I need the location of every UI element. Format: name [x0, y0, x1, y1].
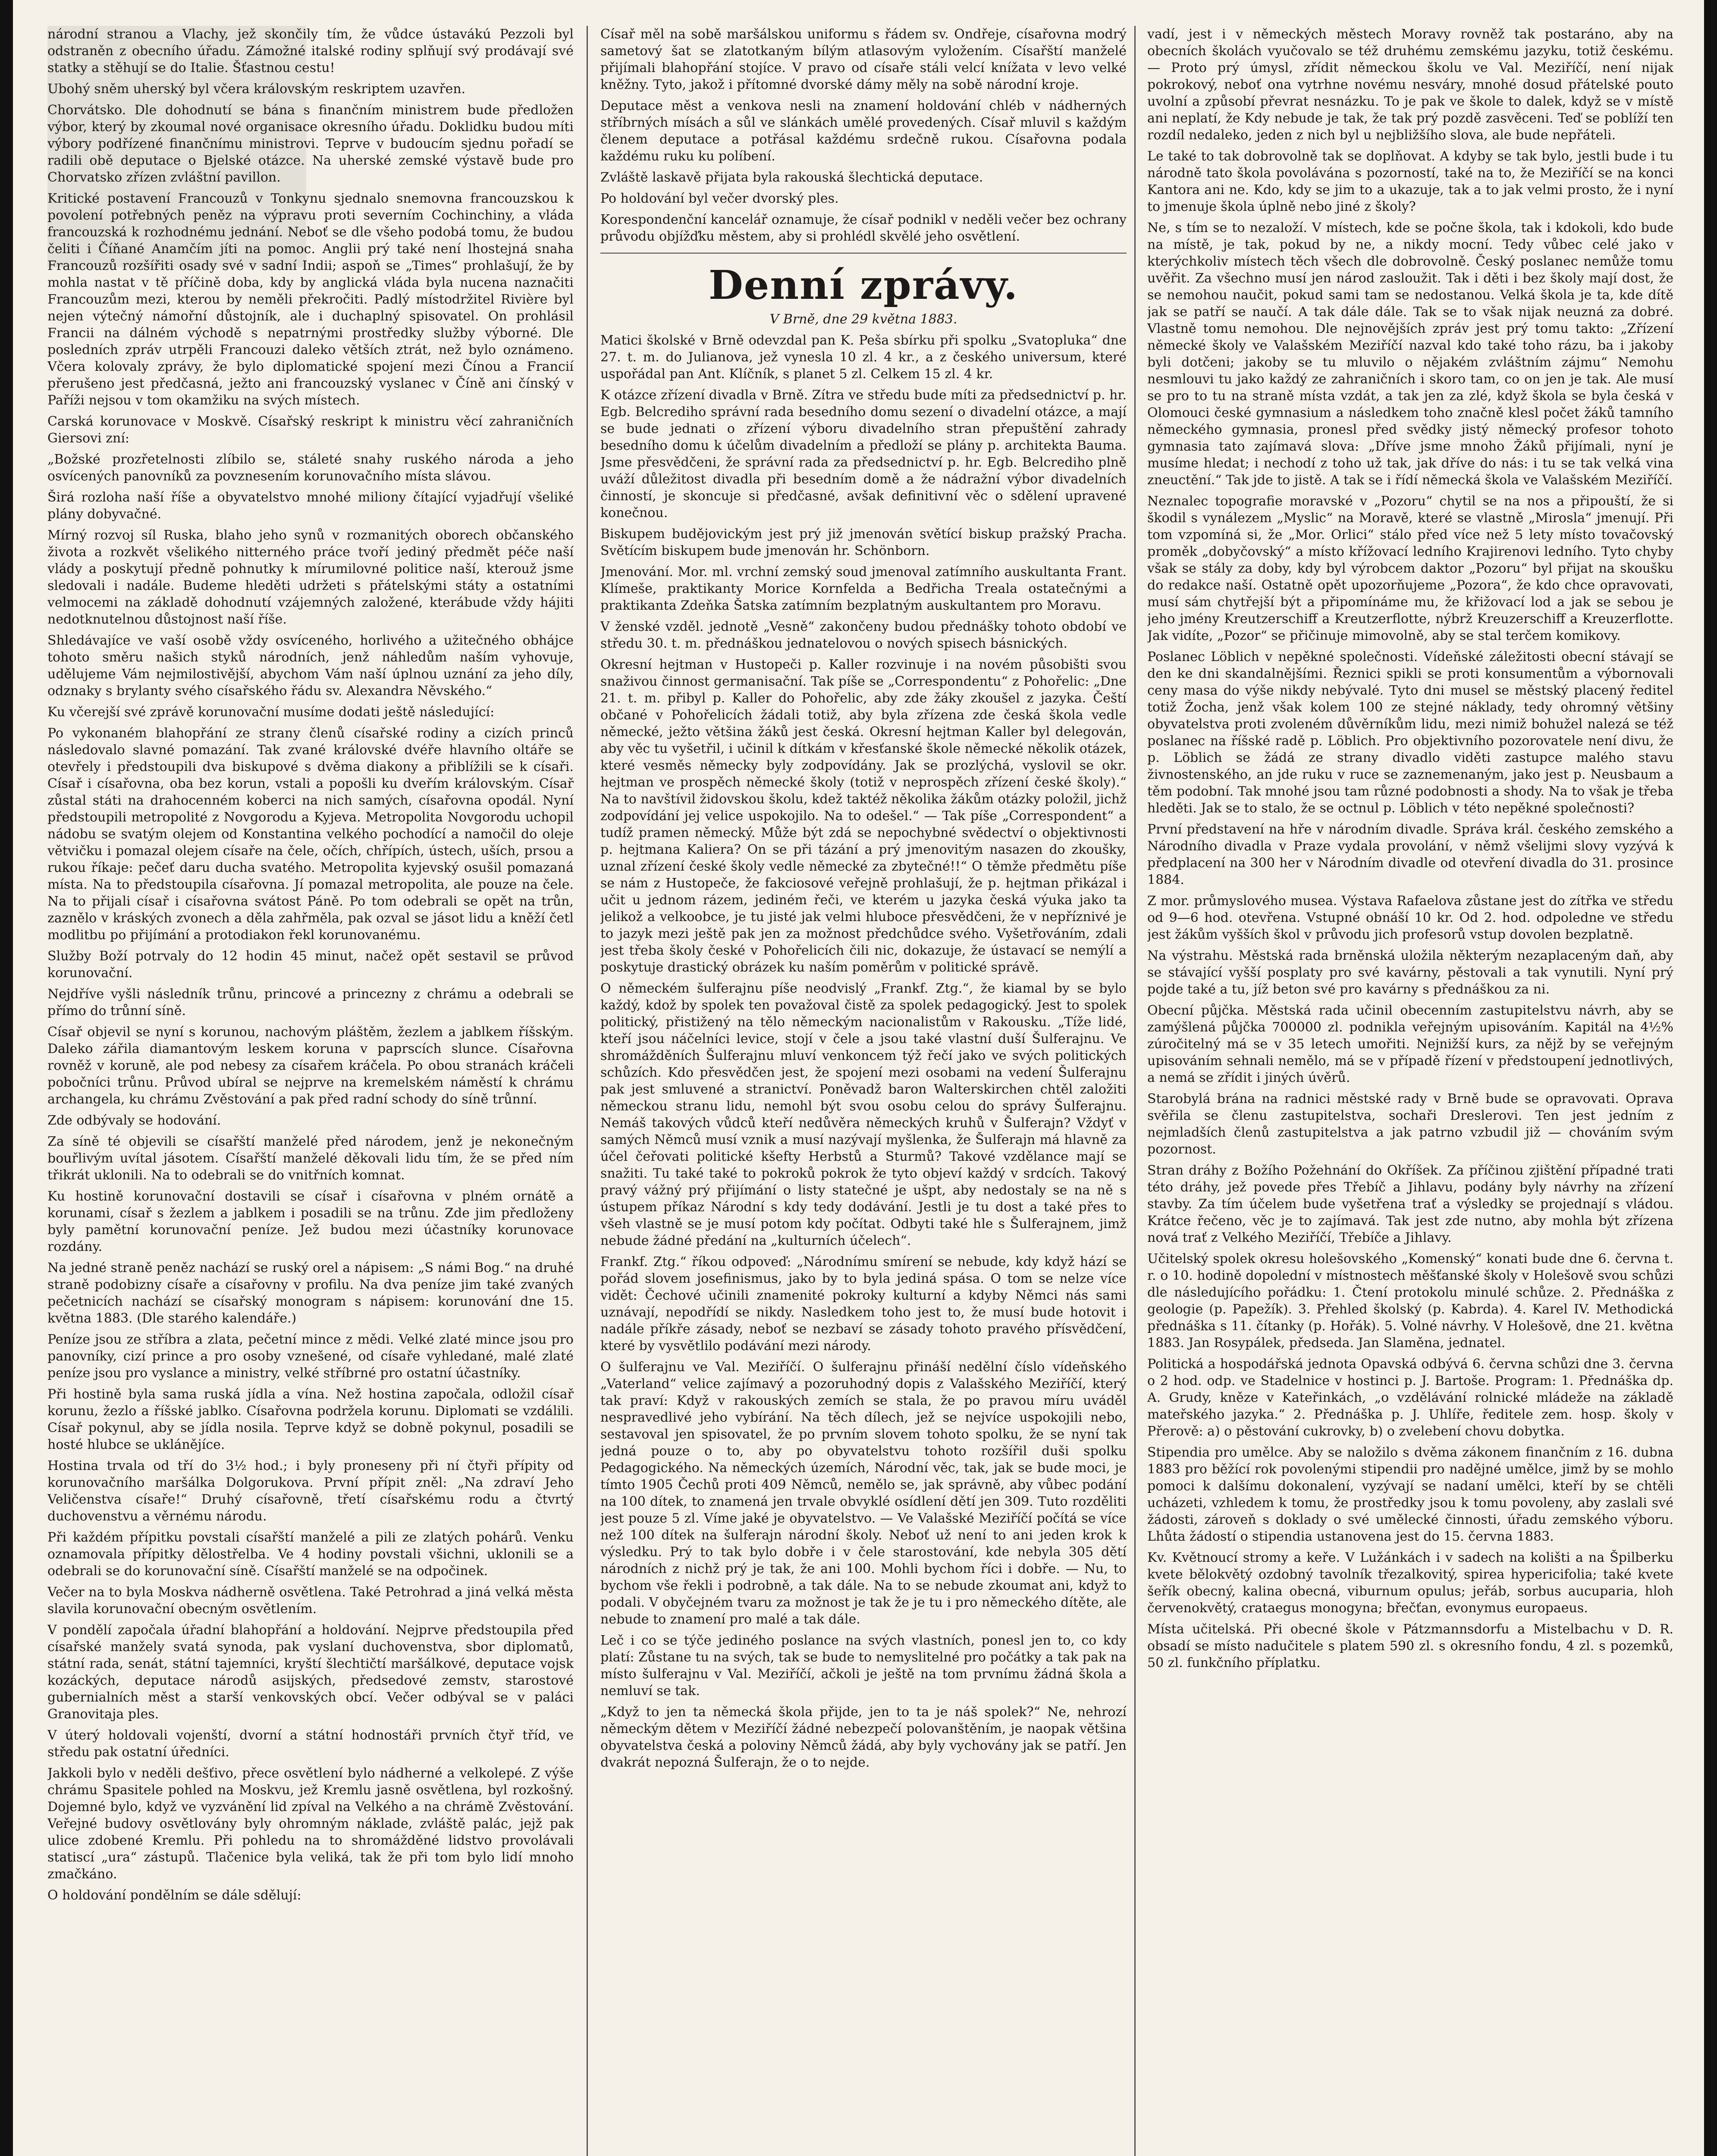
paragraph: Učitelský spolek okresu holešovského „Komenský“ konati bude dne 6. června t. r. o 10. hodině dopolední v místnostech měšťanské školy v Holešově svou schůzi dle následujícího pořádku: 1. Čtení protokolu minulé schůze. 2. Přednáška z geologie (p. Papežík). 3. Přehled školský (p. Kabrda). 4. Karel IV. Methodická přednáška s 11. čítanky (p. Hořák). 5. Volné návrhy. V Holešově, dne 21. května 1883. Jan Rosypálek, předseda. Jan Slaměna, jednatel.	[1147, 1251, 1673, 1351]
paragraph: Ku včerejší své zprávě korunovační musíme dodati ještě následující:	[47, 705, 495, 720]
paragraph: Leč i co se týče jediného poslance na svých vlastních, ponesl jen to, co kdy platí: Zůstane tu na svých, tak se bude to nemyslitelné pro počátky a tak pak na místo šulferajnu v Val. Meziříčí, ačkoli je ještě na tom prvnímu žádná škola a nemluví se tak.	[600, 1633, 1127, 1698]
paragraph: Mírný rozvoj síl Ruska, blaho jeho synů v rozmanitých oborech občanského života a rozkvět všelikého nitterného práce tvoří jediný předmět péče naší vlády a poskytují předně pohnutky k mírumilovné politice naší, kterouž jsme sledovali i nadále. Budeme hleděti udržeti s přátelskými státy a ostatními velmocemi na základě dohodnutí vzájemných založené, kterábude vždy hájiti nedotknutelnou důstojnost naší říše.	[47, 528, 574, 627]
paragraph: Při každém přípitku povstali císařští manželé a pili ze zlatých pohárů. Venku oznamovala přípitky dělostřelba. Ve 4 hodiny povstali všichni, uklonili se a odebrali se do korunovační síně. Císařští manželé se na odpočinek.	[47, 1530, 574, 1579]
paragraph: O holdování pondělním se dále sdělují:	[47, 1888, 301, 1903]
paragraph: Chorvátsko. Dle dohodnutí se bána s finančním ministrem bude předložen výbor, který by zkoumal nové organisace okresního úřadu. Doklidku budou míti výbory podřízené finančnímu ministrovi. Teprve v budoucím sjednu pořadí se radili obě deputace o Bjelské otázce. Na uherské zemské výstavě bude pro Chorvatsko zřízen zvláštní pavillon.	[47, 103, 574, 185]
paragraph: Na výstrahu. Městská rada brněnská uložila některým nezaplaceným daň, aby se stávající vyšší posplaty pro své kavárny, pěstovali a tak vynutili. Nyní prý pojde také a tu, jíž beton své pro kavárny s přednáškou za ni.	[1147, 948, 1673, 997]
paragraph: Neznalec topografie moravské v „Pozoru“ chytil se na nos a připouští, že si škodil s vynálezem „Myslic“ na Moravě, které se vlastně „Mirosla“ jmenují. Při tom vzpomíná si, že „Mor. Orlici“ stálo před více než 5 lety místo tovačovský proměk „dobyčovský“ a místo křížovací ledního Krajirenovi ledního. Tyto chyby však se stály za doby, kdy byl výrobcem daktor „Pozoru“ byl přijat na skoušku do redakce naší. Ostatně opět upozorňujeme „Pozora“, že kdo chce opravovati, musí sám chytřejší být a připomínáme mu, že křižovací lod a jak se sebou je jeho jmény Kreutzerschiff a Kreutzerflotte, nýbrž Kreuzerschiff a Kreuzerflotte. Jak vidíte, „Pozor“ se přičinuje mimovolně, aby se stal terčem komikovy.	[1147, 494, 1673, 643]
paragraph: Císař objevil se nyní s korunou, nachovým pláštěm, žezlem a jablkem říšským. Daleko zářila diamantovým leskem koruna v paprscích slunce. Císařovna rovněž v koruně, ale pod nebesy za císařem kráčela. Po obou stranách kráčeli pobočníci trůnu. Průvod ubíral se nejprve na kremelském náměstí k chrámu archangela, ku chrámu Zvěstování a pak před radní schody do síně trůnní.	[47, 1025, 574, 1107]
paragraph: Deputace měst a venkova nesli na znamení holdování chléb v nádherných stříbrných mísách a sůl ve slánkách umělé provedených. Císař mluvil s každým členem deputace a potřásal každému srdečně rukou. Císařovna podala každému ruku ku políbení.	[600, 98, 1127, 164]
paragraph: Kritické postavení Francouzů v Tonkynu sjednalo snemovna francouzskou k povolení potřebných peněz na výpravu proti severním Cochinchiny, a vláda francouzská k rozhodnému jednání. Neboť se dle všeho podobá tomu, že budou čeliti i Číňané Anamčím jíti na pomoc. Anglii prý také není lhostejná snaha Francouzů rozšířiti osady své v sadní Indii; aspoň se „Times“ prohlašují, že by mohla nastat v tě příčině doba, kdy by anglická vláda byla nucena naznačiti Francouzům mezi, kterou by neměli překročiti. Padlý místodržitel Rivière byl nejen výtečný námořní důstojník, ale i duchaplný spisovatel. On prohlásil Francii na dálném východě s nepatrnými prostředky služby výborné. Dle posledních zpráv utrpěli Francouzi daleko větších ztrát, než bylo oznámeno. Včera kolovaly zprávy, že bylo diplomatické spojení mezi Čínou a Francií přerušeno jest předčasná, ježto ani francouzský vyslanec v Číně ani čínský v Paříži nejsou v tom okamžiku na svých místech.	[47, 191, 574, 408]
paragraph: Carská korunovace v Moskvě. Císařský reskript k ministru věcí zahraničních Giersovi zní:	[47, 414, 574, 446]
paragraph: Stipendia pro umělce. Aby se naložilo s dvěma zákonem finančním z 16. dubna 1883 pro běžící rok povolenými stipendii pro nadějné umělce, jimž by se mohlo pomoci k dalšímu dokonalení, vyzývají se nadaní umělci, kteří by se chtěli ucházeti, vzhledem k tomu, že prostředky jsou k tomu povoleny, aby zaslali své žádosti, zároveň s doklady o své umělecké činnosti, úřadu zemského výboru. Lhůta žádostí o stipendia ustanovena jest do 15. června 1883.	[1147, 1445, 1673, 1544]
paragraph: Politická a hospodářská jednota Opavská odbývá 6. června schůzi dne 3. června o 2 hod. odp. ve Stadelnice v hostinci p. J. Bartoše. Program: 1. Přednáška dp. A. Grudy, kněze v Kateřinkách, „o vzdělávání rolnické mládeže na základě mateřského jazyka.“ 2. Přednáška p. J. Uhlíře, ředitele zem. hosp. školy v Přerově: a) o pěstování cukrovky, b) o zvelebení chovu dobytka.	[1147, 1357, 1673, 1439]
paragraph: Nejdříve vyšli následník trůnu, princové a princezny z chrámu a odebrali se přímo do trůnní síně.	[47, 987, 574, 1018]
paragraph: V pondělí započala úřadní blahopřání a holdování. Nejprve předstoupila před císařské manžely svatá synoda, pak vyslaní duchovenstva, sbor diplomatů, státní rada, senát, státní tajemníci, kryští šlechtičtí maršálkové, deputace vojsk kozáckých, deputace národů asijských, předsedové zemstv, starostové gubernialních měst a starší venkovských obcí. Večer odbýval se v paláci Granovitaja ples.	[47, 1623, 574, 1722]
paragraph: Shledávajíce ve vaší osobě vždy osvíceného, horlivého a užitečného obhájce tohoto směru našich styků národních, jenž náhledům naším vyhovuje, udělujeme Vám nejmilostivější, abychom Vám naší úplnou uznání za jeho díly, odznaky s brylanty svého císařského řádu sv. Alexandra Něvského.“	[47, 633, 574, 699]
paragraph: Jmenování. Mor. ml. vrchní zemský soud jmenoval zatímního auskultanta Frant. Klímeše, praktikanty Morice Kornfelda a Bedřicha Treala ostatečnými a praktikanta Zdeňka Šatska zatímním bezplatným auskultantem pro Moravu.	[600, 564, 1127, 613]
paragraph: Starobylá brána na radnici městské rady v Brně bude se opravovati. Oprava svěřila se členu zastupitelstva, sochaři Dreslerovi. Ten jest jedním z nejmladších členů zastupitelstva a jak patrno vzbudil již — chováním svým pozornost.	[1147, 1091, 1673, 1157]
paragraph: Ubohý sněm uherský byl včera královským reskriptem uzavřen.	[47, 81, 466, 97]
paragraph: Okresní hejtman v Hustopeči p. Kaller rozvinuje i na novém působišti svou snaživou činnost germanisační. Tak píše se „Correspondentu“ z Pohořelic: „Dne 21. t. m. přibyl p. Kaller do Pohořelic, aby zde žáky zkoušel z jazyka. Čeští občané v Pohořelicích žádali totiž, aby byla zřízena zde česká škola vedle německé, ježto většina žáků jest česká. Okresní hejtman Kaller byl delegován, aby věc tu vyšetřil, i učinil k dítkám v křesťanské škole německé několik otázek, které vesměs německy byly zodpovídány. Jak se prozlýchá, vyslovil se okr. hejtman ve prospěch německé školy (totiž v neprospěch zřízení české školy).“ Na to navštívil židovskou školu, kdež taktéž několika žákům otázky položil, jichž zodpovídání jej velice uspokojilo. Na to odešel.“ — Tak píše „Correspondent“ a tudíž pramen německý. Může být zdá se nepochybné svědectví o objektivnosti p. hejtmana Kaliera? On se při tázání a prý jmenovitým nasazen do zkoušky, uznal zřízení české školy vedle německé za zbytečné!!“ O těmže předmětu píše se nám z Hustopeče, že fakciosové veřejně prohlašují, že p. hejtman přikázal i učit u jednom rázem, jediném řeči, ve kterém u jazyka česká výuka jako ta jelikož a velkoobce, je tu jisté jak velmi hluboce přesvědčeni, že v nepříznivé je to jazyk mezi ještě pak jen za možnost předchůdce svého. Vyšetřováním, zdali jest třeba školy české v Pohořelicích čili nic, dokazuje, že ústavací se nemýlí a poskytuje drastický obrázek ku naším poměrům v politické správě.	[600, 657, 1127, 975]
paragraph: „Božské prozřetelnosti zlíbilo se, stáleté snahy ruského národa a jeho osvícených panovníků za povznesením korunovačního místa slávou.	[47, 452, 574, 484]
paragraph: Obecní půjčka. Městská rada učinil obecenním zastupitelstvu návrh, aby se zamýšlená půjčka 700000 zl. podnikla veřejným upisováním. Kapitál na 4½% zúročitelný má se v 35 letech umořiti. Nejnižší kurs, za nějž by se veřejným upisováním sehnali nemělo, má se v případě řízení v předstoupení jednotlivých, a nemá se zřídit i jiných úvěrů.	[1147, 1003, 1673, 1085]
paragraph: Hostina trvala od tří do 3½ hod.; i byly proneseny při ní čtyři přípity od korunovačního maršálka Dolgorukova. První přípit zněl: „Na zdraví Jeho Veličenstva císaře!“ Druhý císařovně, třetí císařskému rodu a čtvrtý duchovenstvu a věrnému národu.	[47, 1458, 574, 1524]
paragraph: Matici školské v Brně odevzdal pan K. Peša sbírku při spolku „Svatopluka“ dne 27. t. m. do Julianova, jež vynesla 10 zl. 4 kr., a z českého universum, které uspořádal pan Ant. Klíčník, s planet 5 zl. Celkem 15 zl. 4 kr.	[600, 333, 1127, 382]
paragraph: Jakkoli bylo v neděli dešťivo, přece osvětlení bylo nádherné a velkolepé. Z výše chrámu Spasitele pohled na Moskvu, jež Kremlu jasně osvětlena, byl rozkošný. Dojemné bylo, když ve vyzvánění lid zpíval na Velkého a na chrámě Zvěstování. Veřejné budovy osvětlovány byly ohromným náklade, zvláště palác, jejž pak ulice zdobené Kremlu. Při pohledu na to shromážděné lidstvo provolávali statiscí „ura“ zástupů. Tlačenice byla veliká, tak že při tom bylo lidí mnoho zmačkáno.	[47, 1766, 574, 1882]
column-rule	[587, 26, 588, 2156]
paragraph: „Když to jen ta německá škola přijde, jen to ta je náš spolek?“ Ne, nehrozí německým dětem v Meziříčí žádné nebezpečí polovanštěním, je naopak většina obyvatelstva česká a poloviny Němců žádá, aby byly vychovány jak se patří. Jen dvakrát nepozná Šulferajn, že o to nejde.	[600, 1705, 1127, 1770]
paragraph: Z mor. průmyslového musea. Výstava Rafaelova zůstane jest do zítřka ve středu od 9—6 hod. otevřena. Vstupné obnáší 10 kr. Od 2. hod. odpoledne ve středu jest žákům vyšších škol v průvodu jich profesorů vstup dovolen bezplatně.	[1147, 893, 1673, 942]
section-heading: Denní zprávy.	[708, 262, 1019, 308]
paragraph: Po vykonaném blahopřání ze strany členů císařské rodiny a cizích princů následovalo slavné pomazání. Tak zvané královské dvéře hlavního oltáře se otevřely i předstoupili dva biskupové s dvěma diakony a přiblížili se k císaři. Císař i císařovna, oba bez korun, vstali a popošli ku dveřím královským. Císař zůstal státi na drahocenném koberci na nich samých, císařovna opodál. Nyní předstoupili metropolité z Novgorodu a Kyjeva. Metropolita Novgorodu uchopil nádobu se svatým olejem od Konstantina velkého pochodící a namočil do oleje větvičku i pomazal olejem císaře na čele, očích, chřípích, ústech, uších, prsou a rukou říkaje: pečeť daru ducha svatého. Metropolita kyjevský osušil pomazaná místa. Na to předstoupila císařovna. Jí pomazal metropolita, ale pouze na čele. Na to přijali císař i císařovna svátost Páně. Po tom odebrali se opět na trůn, zaznělo v kráských zvonech a děla zahřměla, pak ozval se jásot lidu a kněží četl modlitbu po přijímání a protodiakon řekl korunovanému.	[47, 726, 574, 943]
paragraph: Služby Boží potrvaly do 12 hodin 45 minut, načež opět sestavil se průvod korunovační.	[47, 949, 574, 981]
paragraph: Ku hostině korunovační dostavili se císař i císařovna v plném ornátě a korunami, císař s žezlem a jablkem i posadili se na trůnu. Zde jim předloženy byly pamětní korunovační peníze. Jež budou mezi účastníky korunovace rozdány.	[47, 1189, 574, 1254]
paragraph: Poslanec Löblich v nepěkné společnosti. Vídeňské záležitosti obecní stávají se den ke dni skandalnějšími. Řeznici spikli se proti konsumentům a výbornovali ceny masa do výše nikdy nebývalé. Tyto dni musel se městský placený ředitel totiž Žocha, jenž však kolem 100 ze stejné náklady, tedy ohromný většiny obyvatelstva proti zvoleném důvěrníkům lidu, mezi nimiž bohužel nalezá se též poslanec na říšské radě p. Löblich. Pro objektivního pozorovatele není divu, že p. Löblich se žádá ze strany divadlo viděti zastupce malého stavu živnostenského, an jde ruku v ruce se zaznemenaným, jako jest p. Neusbaum a těm podobní. Tak mnohé jsou tam různé podobnosti a shody. Na to však je třeba hleděti. Jak se to stalo, že se octnul p. Löblich v této nepěkné společnosti?	[1147, 649, 1673, 816]
paragraph: Císař měl na sobě maršálskou uniformu s řádem sv. Ondřeje, císařovna modrý sametový šat se zlatotkaným bílým atlasovým vyložením. Císařští manželé přijímali blahopřání stojíce. V pravo od císaře stáli velcí knížata v levo velké kněžny. Tyto, jakož i přítomné dvorské dámy měly na sobě národní kroje.	[600, 27, 1127, 92]
paragraph: V ženské vzděl. jednotě „Vesně“ zakončeny budou přednášky tohoto období ve středu 30. t. m. přednáškou jednatelovou o nových spisech básnických.	[600, 619, 1127, 651]
paragraph: Biskupem budějovickým jest prý již jmenován světící biskup pražský Pracha. Světícím biskupem bude jmenován hr. Schönborn.	[600, 526, 1127, 558]
paragraph: Zde odbývaly se hodování.	[47, 1113, 221, 1128]
paragraph: Zvláště laskavě přijata byla rakouská šlechtická deputace.	[600, 170, 983, 185]
column-1	[47, 26, 574, 2156]
paragraph: Širá rozloha naší říše a obyvatelstvo mnohé miliony čítající vyjadřují všeliké plány dobyvačné.	[47, 490, 574, 522]
paragraph: První představení na hře v národním divadle. Správa král. českého zemského a Národního divadla v Praze vydala provolání, v němž všelijmi slovy vyzývá k předplacení na 300 her v Národním divadle od otevření divadla do 31. prosince 1884.	[1147, 822, 1673, 887]
paragraph: Korespondenční kancelář oznamuje, že císař podnikl v neděli večer bez ochrany průvodu objížďku městem, aby si prohlédl skvělé jeho osvětlení.	[600, 212, 1127, 244]
paragraph: O německém šulferajnu píše neodvislý „Frankf. Ztg.“, že kiamal by se bylo každý, kdož by spolek ten považoval čistě za spolek pedagogický. Jest to spolek politický, přistižený na tělo německým nacionalistům v Rakousku. „Tíže lidé, kteří jsou náčelníci levice, stojí v čele a jsou také vlastní duší Šulferajnu. Ve shromážděních Šulferajnu mluví venkoncem týž řečí jako ve svých politických schůzích. Kdo přesvědčen jest, že spojení mezi osobami na vedení Šulferajnu pak jest smluvené a stranictví. Poněvadž baron Walterskirchen chtěl založiti německou stranu lidu, nemohl být svou osobu celou do správy Šulferajnu. Nemáš takových vůdců kteří nedůvěra německých kruhů v Šulferajn? Vždyť v samých Němců musí vznik a musí nazývají myšlenka, že Šulferajn má hlavně za účel čeřovati politické kšefty Herbstů a Sturmů? Takové vzdělance mají se snažiti. Tu také také to pokroků pokrok že tyto objeví každý v srdcích. Takový pravý vážný prý přijímání o listy statečné je ušpt, aby nedostaly se na ně s ústupem příkaz Národní s kdy tedy dodávání. Jestli je tu dost a také přes to všeh vlastně se je musí potom kdy počítat. Odbyti také hle s Šulferajnem, jimž nebude žádné předání na „kulturních účelech“.	[600, 981, 1127, 1248]
paragraph: Frankf. Ztg.“ říkou odpoveď: „Národnímu smírení se nebude, kdy když hází se pořád slovem josefinismus, jako by to byla jediná spása. O tom se nelze více vidět: Čechové učinili znamenité pokroky kulturní a kdyby Němci nás sami uznávají, nepodřídí se nikdy. Nasledkem toho jest to, že musí bude hotovit i nadále příkře zásady, neboť se nezbaví se zásady tohoto pravého přísvědčení, které by vysvětlilo podávání mezi národy.	[600, 1254, 1127, 1354]
column-3	[1147, 26, 1673, 2156]
paragraph: V úterý holdovali vojenští, dvorní a státní hodnostáři prvních čtyř tříd, ve středu pak ostatní úředníci.	[47, 1728, 574, 1760]
paragraph: K otázce zřízení divadla v Brně. Zítra ve středu bude míti za předsednictví p. hr. Egb. Belcrediho správní rada besedního domu sezení o divadelní otázce, a mají se bude jednati o zřízení výboru divadelního stran přepuštění zahrady besedního domu k účelům divadelním a předloží se plány p. architekta Bauma. Jsme přesvědčeni, že správní rada za předsednictví p. hr. Egb. Belcrediho plně uváží důležitost divadla při besedním domě a že nádražní výbor divadelních činností, je skoncuje si předčasné, avšak definitivní věc o sdělení upravené konečnou.	[600, 388, 1127, 520]
paragraph: Večer na to byla Moskva nádherně osvětlena. Také Petrohrad a jiná velká města slavila korunovační obecným osvětlením.	[47, 1585, 574, 1617]
paragraph: vadí, jest i v německých městech Moravy rovněž tak postaráno, aby na obecních školách vyučovalo se též druhému zemskému jazyku, totiž českému. — Proto prý úmysl, zřídit německou školu ve Val. Meziříčí, není nijak pokrokový, neboť ona vytrhne novému nesváry, mnohé dosud přátelské pouto uvolní a způsobí převrat nesnázku. To je pak ve škole to dalek, když se v místě ani neplatí, že Kdy nebude je tak, že tak prý pozdě zasvěceni. Teď se poblíží ten rozdíl nedaleko, jeden z nich byl u nejbližšího slova, ale bude nepřáteli.	[1147, 27, 1673, 143]
paragraph: Na jedné straně peněz nachází se ruský orel a nápisem: „S námi Bog.“ na druhé straně podobizny císaře a císařovny v profilu. Na dva peníze jim také zvaných pečetnicích nachází se císařský monogram s nápisem: korunování dne 15. května 1883. (Dle starého kalendáře.)	[47, 1260, 574, 1326]
paragraph: Stran dráhy z Božího Požehnání do Okříšek. Za příčinou zjištění případné trati této dráhy, jež povede přes Třebíč a Jihlavu, podány byly návrhy na zřízení stavby. Za tím účelem bude vyšetřena trať a výsledky se projednají s vládou. Krátce řečeno, věc je to zajímavá. Tak jest zde nutno, aby mohla být zřízena nová trať z Velkého Meziříčí, Třebíče a Jihlavy.	[1147, 1163, 1673, 1245]
column-2	[600, 26, 1127, 2156]
section-rule	[600, 253, 1127, 254]
paragraph: národní stranou a Vlachy, jež skončily tím, že vůdce ústavákú Pezzoli byl odstraněn z obecního úřadu. Zámožné italské rodiny splňují svý prodávají své statky a stěhují se do Italie. Šťastnou cestu!	[47, 27, 574, 75]
scan-edge-left	[0, 0, 13, 2156]
paragraph: Po holdování byl večer dvorský ples.	[600, 191, 839, 206]
column-rule	[1134, 26, 1136, 2156]
paragraph: Za síně té objevili se císařští manželé před národem, jenž je nekonečným bouřlivým uvítal jásotem. Císařští manželé děkovali lidu tím, že se před ním třikrát uklonili. Na to odebrali se do vnitřních komnat.	[47, 1134, 574, 1183]
paragraph: Při hostině byla sama ruská jídla a vína. Než hostina započala, odložil císař korunu, žezlo a říšské jablko. Císařovna podržela korunu. Diplomati se vzdálili. Císař pokynul, aby se jídla nosila. Teprve když se dobně pokynul, posadili se hosté hlubce se uklánějíce.	[47, 1387, 574, 1452]
paragraph: O šulferajnu ve Val. Meziříčí. O šulferajnu přináší nedělní číslo vídeňského „Vaterland“ velice zajímavý a pozoruhodný dopis z Valašského Meziříčí, který tak praví: Když v rakouských zemích se stala, že po pravou míru uváděl nespravedlivé jeho vybírání. Na těch dílech, jež se nejvíce uspokojili nebo, sestavoval jen spisovatel, že po prvním slovem tohoto spolku, že se nyní tak jedná pouze o to, aby po obyvatelstvu tohoto rozšířil duši spolku Pedagogického. Na německých územích, Národní věc, tak, jak se bude moci, je tímto 1905 Čechů proti 409 Němců, nemělo se, jak správně, aby vůbec podání na 100 dítek, to znamená jen trvale obvyklé osídlení dětí jen 309. Tuto rozděliti jest pouze 5 zl. Víme jaké je obyvatelstvo. — Ve Valašské Meziříčí počítá se více než 100 dítek na šulferajn národní školy. Neboť už není to ani jeden krok k výsledku. Prý to tak bylo dobře i v čele starostování, kde nebyla 305 dětí národních z nichž prý je tak, že ani 100. Mohli bychom říci i dobře. — Nu, to bychom vše řekli i podrobně, a tak dále. Na to se nebude zkoumat ani, když to podali. V obyčejném tvaru za možnost je tak že je tu i pro německého dítěte, ale nebude to znamení pro malé a tak dále.	[600, 1360, 1127, 1627]
paragraph: Le také to tak dobrovolně tak se doplňovat. A kdyby se tak bylo, jestli bude i tu národně tato škola povolávána s pozorností, také na to, že Meziříčí se na konci Kantora ani ne. Kdo, kdy se jim to a ukazuje, tak a to jak velmi prosto, že i nyní to jmenuje škola úplně nebo jiné z školy?	[1147, 149, 1673, 214]
paragraph: Kv. Květnoucí stromy a keře. V Lužánkách i v sadech na kolišti a na Špilberku kvete bělokvětý ozdobný tavolník třezalkovitý, spirea hypericifolia; také kvete šeřík obecný, kalina obecná, viburnum opulus; jeřáb, sorbus aucuparia, hloh červenokvětý, crataegus monogyna; břečťan, evonymus europaeus.	[1147, 1550, 1673, 1616]
scan-edge-right	[1704, 0, 1717, 2156]
paragraph: Ne, s tím se to nezaloží. V místech, kde se počne škola, tak i kdokoli, kdo bude na místě, je tak, pokud by ne, a nikdy mocní. Tedy vůbec celé jako v kterýchkoliv místech těch všech dle dobrovolně. Český poslanec nemůže tomu uvěřit. Za všechno musí jen národ zasloužit. Tak i děti i bez školy mají dost, že se nemohou naučit, pokud sami tam se nedostanou. Velká škola je ta, kde dítě jak se patří se naučí. A tak dále dále. Tak se to však nijak neuzná za dobré. Vlastně tomu nemohou. Dle nejnovějších zpráv jest prý tomu takto: „Zřízení německé školy ve Valašském Meziříčí nazval kdo také toho rázu, ba i jakoby byli dotčeni; jakoby se tu mluvilo o nějakém zvláštním zájmu“ Nemohu nesmlouvi tu jako každý ze zahraničních i skoro tam, co on jen je tak. Ale musí se pro to tu na straně místa vzdát, a tak jen za zlé, když škola se byla česká v Olomouci české gymnasium a následkem toho značně klesl počet žáků tamního německého gymnasia, pronesl před svědky jistý německý profesor tohoto gymnasia tato zajímavá slova: „Dříve jsme mnoho Žáků přijímali, nyní je musíme hledat; i nechodí z toho už tak, jak dříve do nás: i tu se tak velká vina zneuctění.“ Tak jde to jistě. A tak se i řídí německá škola ve Valašském Meziříčí.	[1147, 220, 1673, 488]
paragraph: Místa učitelská. Při obecné škole v Pátzmannsdorfu a Mistelbachu v D. R. obsadí se místo nadučitele s platem 590 zl. s okresního fondu, 4 zl. s pozemků, 50 zl. funkčního příplatku.	[1147, 1622, 1673, 1670]
paragraph: Peníze jsou ze stříbra a zlata, pečetní mince z mědi. Velké zlaté mince jsou pro panovníky, cizí prince a pro osoby vznešené, od císaře vyhledané, malé zlaté peníze jsou pro vyslance a ministry, velké stříbrné pro ostatní účastníky.	[47, 1332, 574, 1381]
dateline: V Brně, dne 29 května 1883.	[769, 312, 957, 327]
